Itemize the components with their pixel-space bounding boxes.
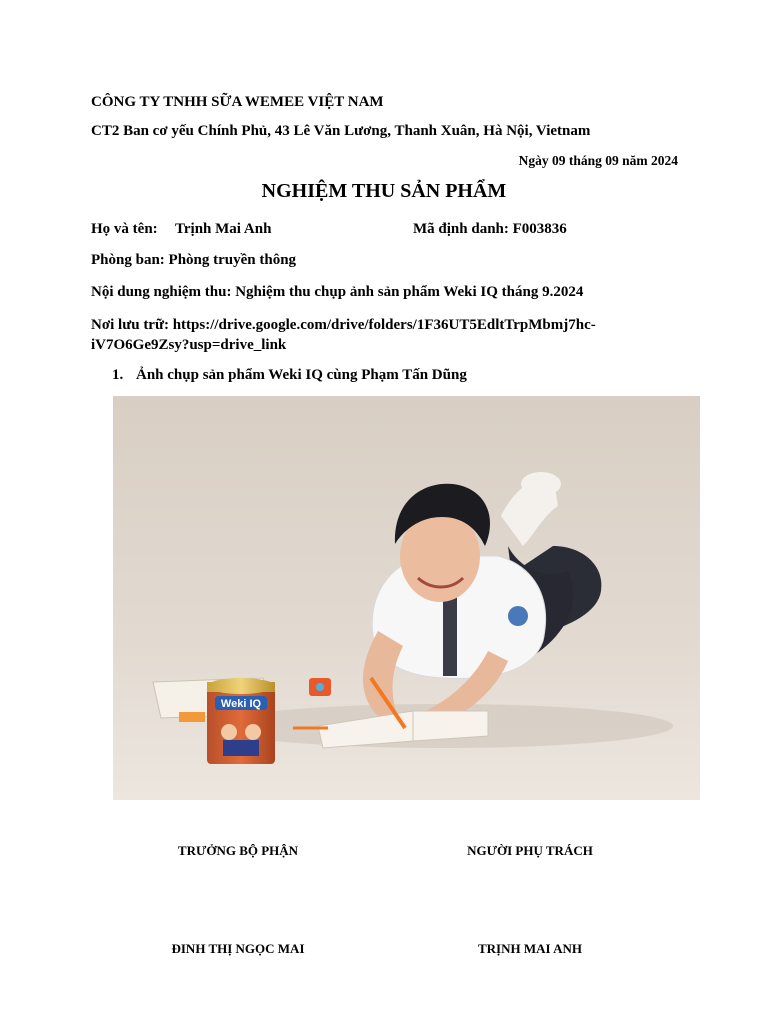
- acceptance-content: Nội dung nghiệm thu: Nghiệm thu chụp ảnh sản phẩm Weki IQ tháng 9.2024: [91, 284, 584, 300]
- product-photo: [113, 396, 700, 800]
- can-label: Weki IQ: [220, 698, 262, 710]
- id-line: [413, 221, 567, 238]
- signature-name-left: ĐINH THỊ NGỌC MAI: [171, 941, 305, 956]
- company-address: CT2 Ban cơ yếu Chính Phủ, 43 Lê Văn Lương, Thanh Xuân, Hà Nội, Vietnam: [91, 123, 591, 139]
- id-label: Mã định danh:: [413, 221, 509, 237]
- signature-title-left: TRƯỞNG BỘ PHẬN: [177, 843, 299, 858]
- storage-link: Nơi lưu trữ: https://drive.google.com/drive/folders/1F36UT5EdltTrpMbmj7hc-iV7O6Ge9Zsy?usp=drive_link: [91, 317, 596, 353]
- signature-title-right: NGƯỜI PHỤ TRÁCH: [467, 843, 593, 858]
- document-date: Ngày 09 tháng 09 năm 2024: [518, 153, 678, 168]
- name-label: Họ và tên:: [91, 221, 158, 237]
- document-title: NGHIỆM THU SẢN PHẨM: [261, 180, 507, 202]
- signature-name-right: TRỊNH MAI ANH: [477, 941, 582, 956]
- list-item-number: 1.: [112, 367, 124, 383]
- name-value: Trịnh Mai Anh: [175, 221, 272, 237]
- company-name: CÔNG TY TNHH SỮA WEMEE VIỆT NAM: [91, 94, 384, 110]
- id-value: F003836: [512, 221, 567, 237]
- department: Phòng ban: Phòng truyền thông: [91, 252, 297, 268]
- list-item-text: Ảnh chụp sản phẩm Weki IQ cùng Phạm Tấn Dũng: [136, 367, 467, 383]
- list-item: [112, 367, 467, 384]
